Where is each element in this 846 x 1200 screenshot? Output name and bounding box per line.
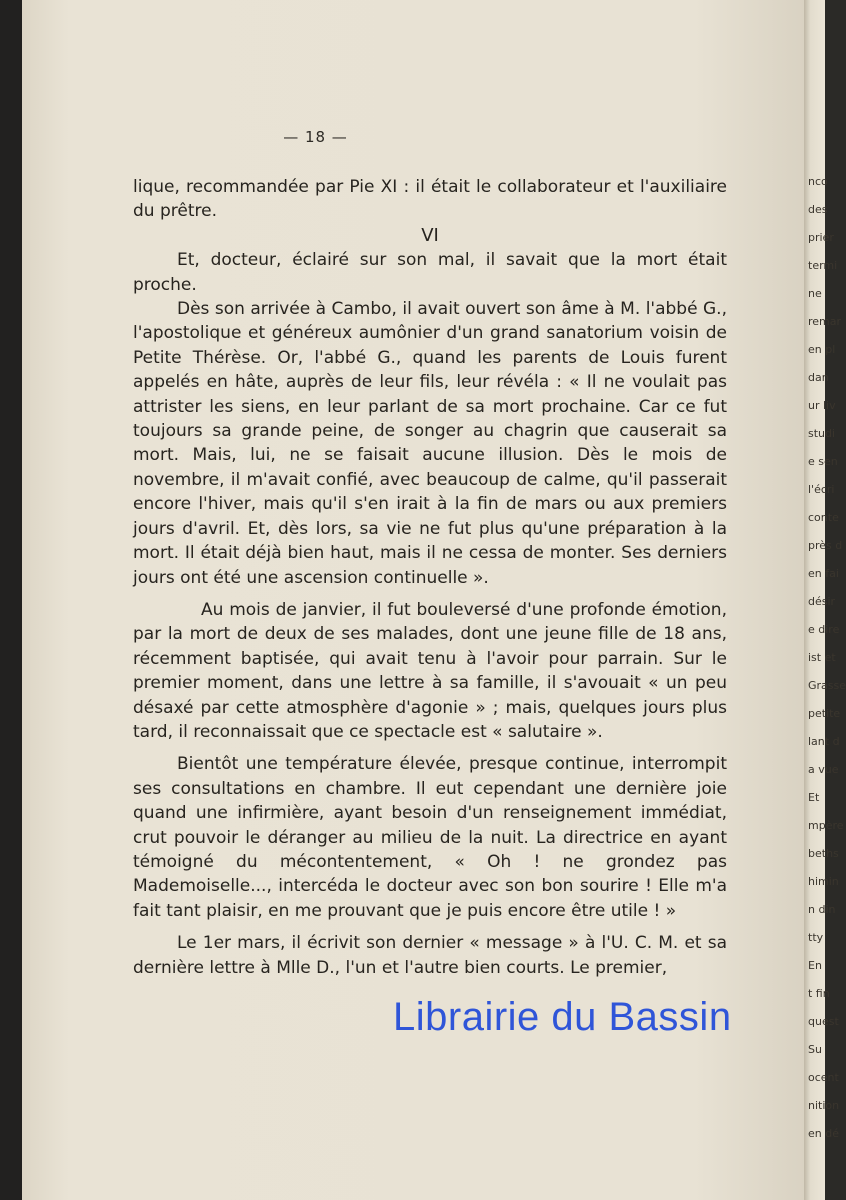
adjacent-page-fragment: conte [808, 511, 839, 524]
adjacent-page-edge [804, 0, 846, 1200]
adjacent-page-fragment: l'écri [808, 483, 835, 496]
paragraph-1: lique, recommandée par Pie XI : il était le collaborateur et l'auxiliaire du prêtre. [133, 177, 727, 222]
adjacent-page-fragment: t fin [808, 987, 830, 1000]
watermark-text: Librairie du Bassin [393, 995, 732, 1039]
adjacent-page-fragment: n din [808, 903, 836, 916]
adjacent-page-fragment: en fai [808, 567, 839, 580]
adjacent-page-fragment: Grasse [808, 679, 846, 692]
paragraph-2: Et, docteur, éclairé sur son mal, il savait que la mort était proche. [133, 250, 727, 295]
adjacent-page-fragment: nco [808, 175, 828, 188]
paragraph-5: Bientôt une température élevée, presque continue, interrompit ses consultations en chambre. Il eut cependant une dernière joie quand une infirmière, ayant besoin d'un renseignement immédiat, crut pouvoir le déranger au milieu de la nuit. La directrice en ayant témoigné du mécontentement, « Oh ! ne grondez pas Mademoiselle..., intercéda le docteur avec son bon sourire ! Elle m'a fait tant plaisir, en me prouvant que je puis encore être utile ! » [133, 754, 727, 921]
adjacent-page-fragment: e dire [808, 623, 840, 636]
adjacent-page-fragment: ocent [808, 1071, 839, 1084]
adjacent-page-fragment: lant d [808, 735, 840, 748]
adjacent-page-fragment: Et [808, 791, 820, 804]
adjacent-page-fragment: désir [808, 595, 836, 608]
adjacent-page-fragment: en dé [808, 1127, 839, 1140]
adjacent-page-fragment: ist et [808, 651, 836, 664]
paragraph-6: Le 1er mars, il écrivit son dernier « message » à l'U. C. M. et sa dernière lettre à Mlle D., l'un et l'autre bien courts. Le premier, [133, 933, 727, 978]
adjacent-page-fragment: prier [808, 231, 834, 244]
adjacent-page-fragment: studi [808, 427, 836, 440]
adjacent-page-fragment: dan [808, 371, 829, 384]
adjacent-page-fragment: des [808, 203, 828, 216]
page-text [133, 175, 727, 980]
adjacent-page-fragment: remar [808, 315, 842, 328]
adjacent-page-fragment: en pl [808, 343, 836, 356]
adjacent-page-fragment: petite [808, 707, 841, 720]
adjacent-page-fragment: himin [808, 875, 839, 888]
adjacent-page-fragment: ur liv [808, 399, 836, 412]
section-heading: VI [421, 224, 439, 246]
adjacent-page-fragment: tty [808, 931, 824, 944]
adjacent-page-fragment: a vue [808, 763, 839, 776]
paragraph-3: Dès son arrivée à Cambo, il avait ouvert son âme à M. l'abbé G., l'apostolique et généreux aumônier d'un grand sanatorium voisin de Petite Thérèse. Or, l'abbé G., quand les parents de Louis furent appelés en hâte, auprès de leur fils, leur révéla : « Il ne voulait pas attrister les siens, en leur parlant de sa mort prochaine. Car ce fut toujours sa grande peine, de songer au chagrin que causerait sa mort. Mais, lui, ne se faisait aucune illusion. Dès le mois de novembre, il m'avait confié, avec beaucoup de calme, qu'il passerait encore l'hiver, mais qu'il s'en irait à la fin de mars ou aux premiers jours d'avril. Et, dès lors, sa vie ne fut plus qu'une préparation à la mort. Il était déjà bien haut, mais il ne cessa de monter. Ses derniers jours ont été une ascension continuelle ». [133, 299, 727, 588]
adjacent-page-fragment: quest [808, 1015, 839, 1028]
book-spine-shadow [0, 0, 22, 1200]
adjacent-page-fragment: En [808, 959, 822, 972]
adjacent-page-fragment: ne [808, 287, 822, 300]
adjacent-page-fragment: Su [808, 1043, 822, 1056]
adjacent-page-fragment: près d [808, 539, 843, 552]
adjacent-page-fragment: nition [808, 1099, 840, 1112]
adjacent-page-fragment: e sen [808, 455, 838, 468]
adjacent-page-fragment: beths [808, 847, 839, 860]
page-number: — 18 — [283, 128, 348, 146]
adjacent-page-fragment: termi [808, 259, 838, 272]
paragraph-4: Au mois de janvier, il fut bouleversé d'une profonde émotion, par la mort de deux de ses malades, dont une jeune fille de 18 ans, récemment baptisée, qui avait tenu à l'avoir pour parrain. Sur le premier moment, dans une lettre à sa famille, il s'avouait « un peu désaxé par cette atmosphère d'agonie » ; mais, quelques jours plus tard, il reconnaissait que ce spectacle est « salutaire ». [133, 599, 727, 742]
adjacent-page-fragment: mpère [808, 819, 844, 832]
